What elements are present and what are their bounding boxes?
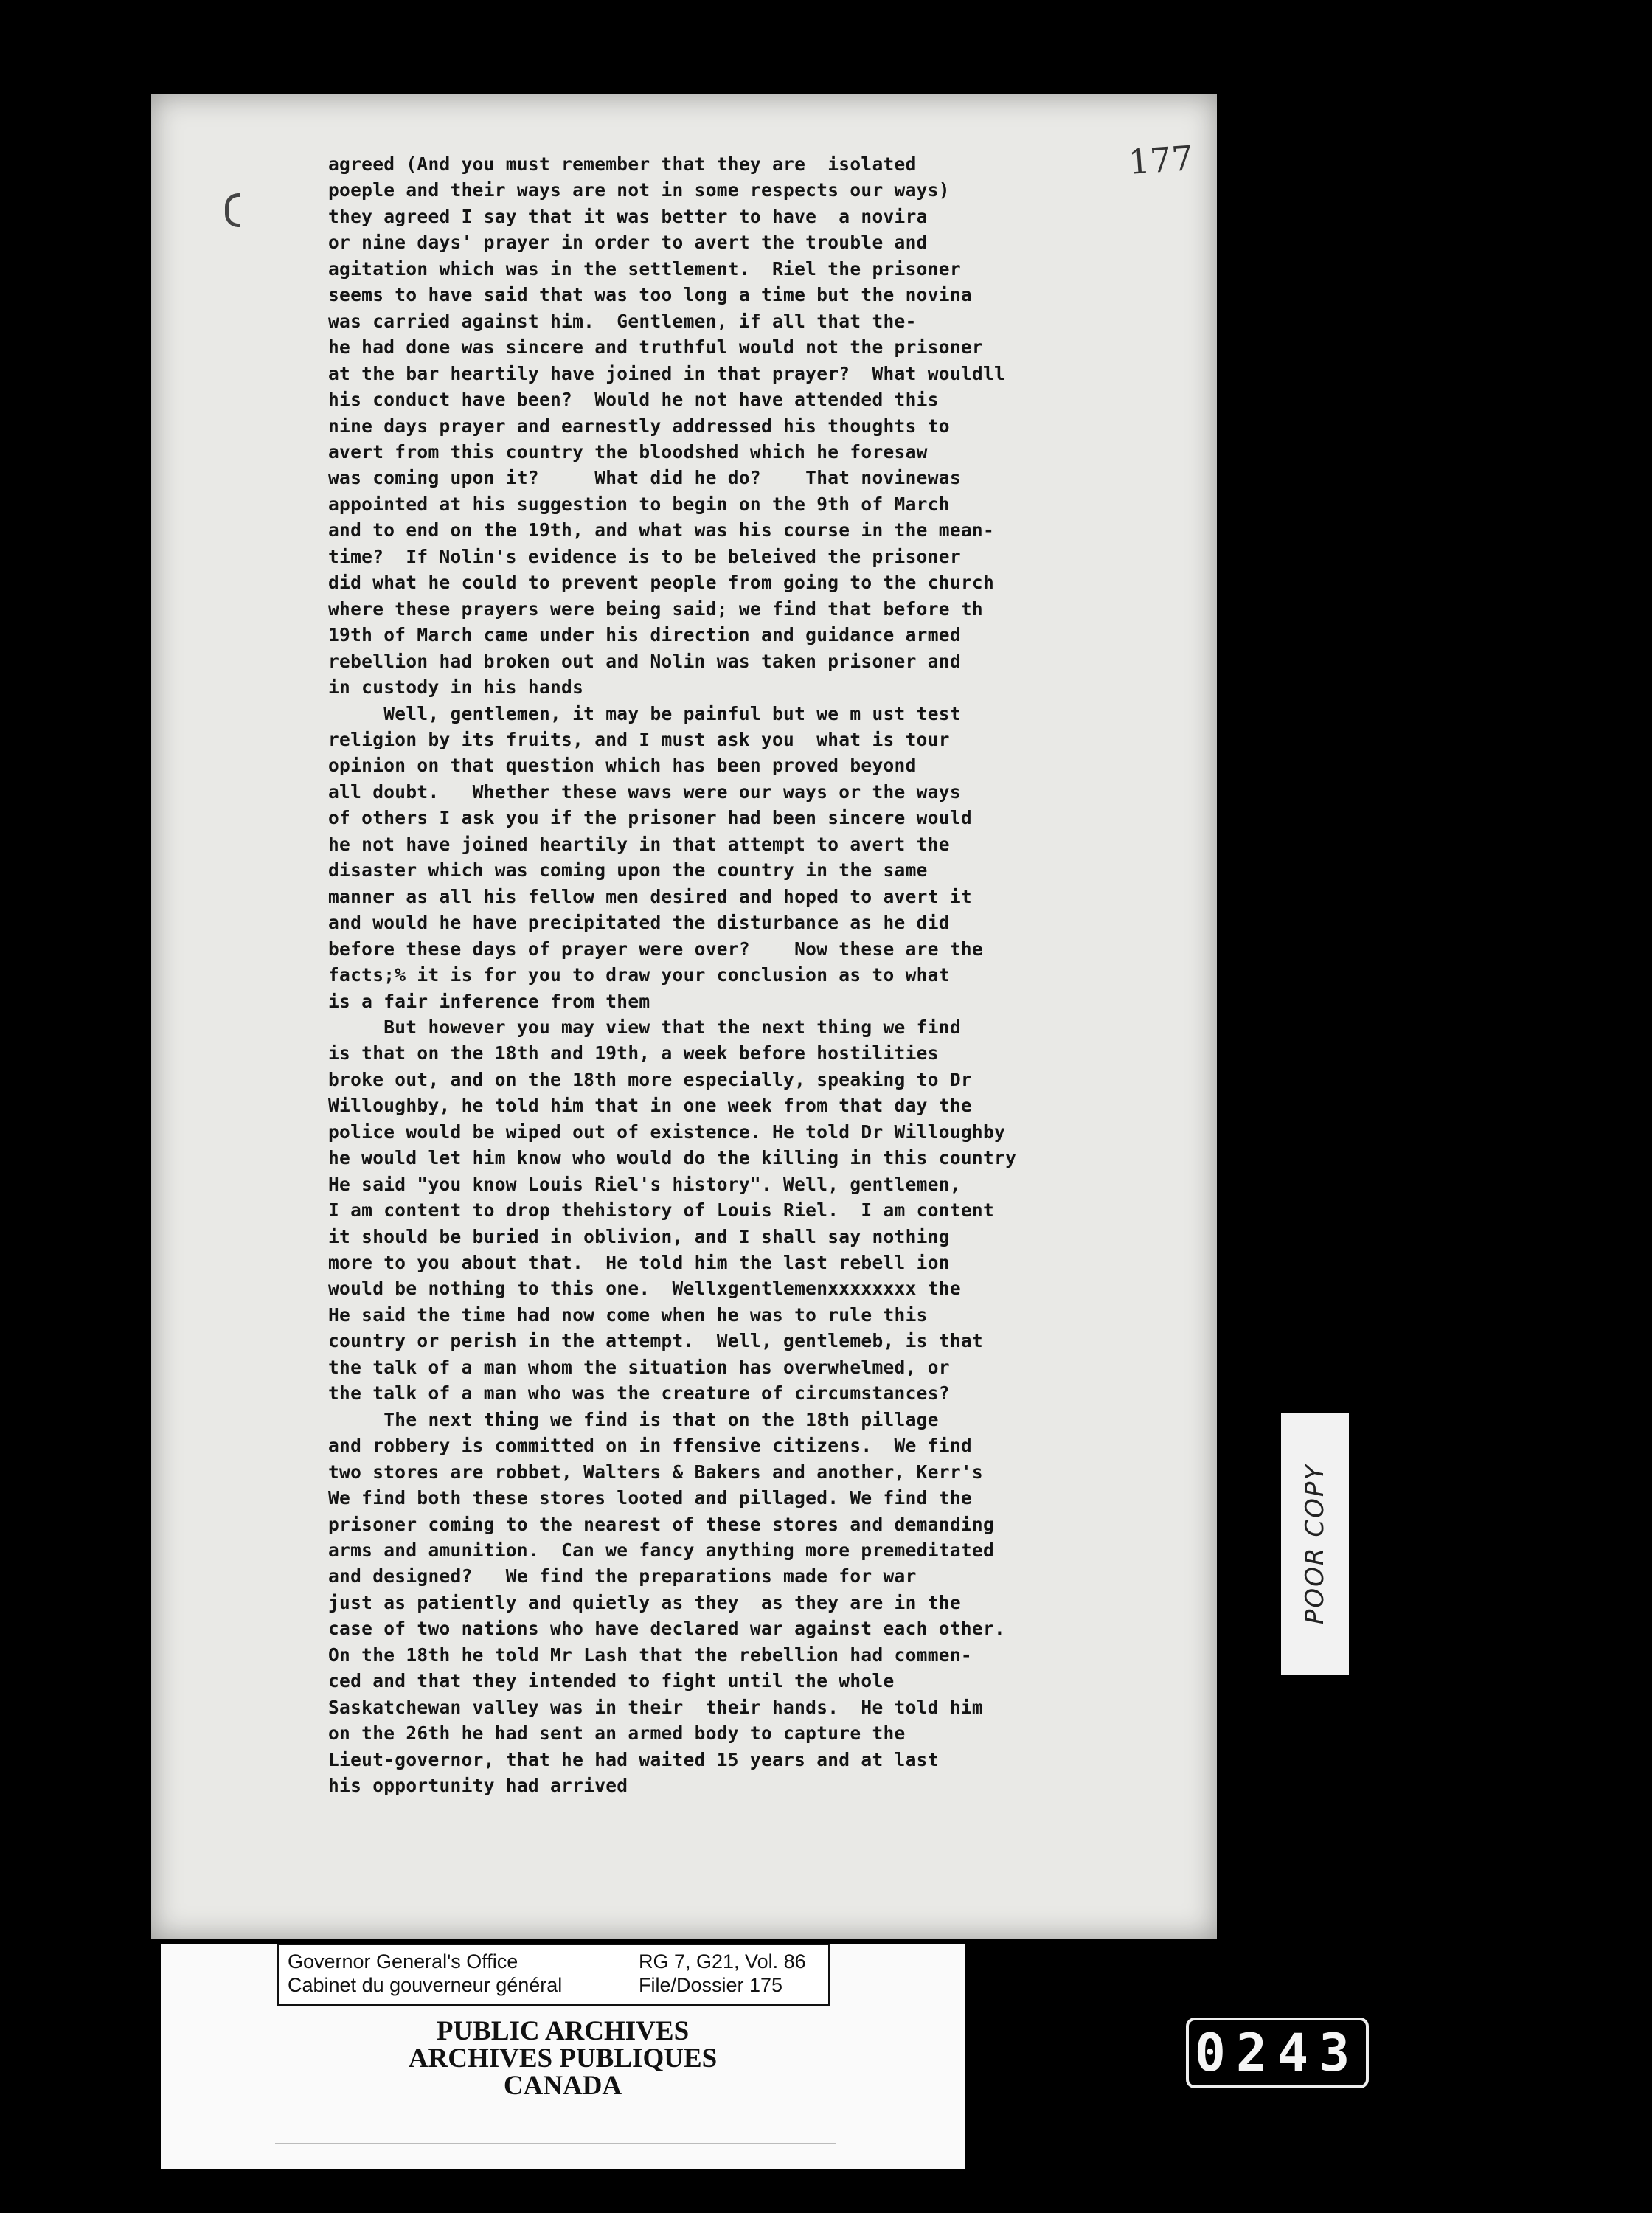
text-line: He said "you know Louis Riel's history". Well, gentlemen, xyxy=(328,1173,961,1195)
text-line: he would let him know who would do the killing in this country xyxy=(328,1147,1017,1169)
text-line: in custody in his hands xyxy=(328,676,584,699)
text-line: He said the time had now come when he was to rule this xyxy=(328,1303,928,1326)
text-line: they agreed I say that it was better to have a novira xyxy=(328,205,928,227)
text-line: is a fair inference from them xyxy=(328,990,650,1012)
text-line: of others I ask you if the prisoner had been sincere would xyxy=(328,807,972,829)
text-line: was coming upon it? What did he do? That novinewas xyxy=(328,467,961,489)
text-line: more to you about that. He told him the last rebell ion xyxy=(328,1252,950,1274)
text-line: Willoughby, he told him that in one week from that day the xyxy=(328,1095,972,1117)
text-line: before these days of prayer were over? Now these are the xyxy=(328,938,983,960)
text-line: the talk of a man who was the creature of circumstances? xyxy=(328,1382,950,1405)
text-line: and to end on the 19th, and what was his course in the mean- xyxy=(328,519,995,541)
archive-card xyxy=(161,1944,965,2169)
record-group: RG 7, G21, Vol. 86 xyxy=(639,1950,806,1973)
file-dossier: File/Dossier 175 xyxy=(639,1974,783,1996)
text-line: nine days prayer and earnestly addressed his thoughts to xyxy=(328,415,950,437)
text-line: But however you may view that the next thing we find xyxy=(328,1016,961,1038)
text-line: is that on the 18th and 19th, a week before hostilities xyxy=(328,1042,939,1064)
text-line: all doubt. Whether these wavs were our ways or the ways xyxy=(328,780,961,803)
text-line: did what he could to prevent people from going to the church xyxy=(328,572,995,594)
page-number: 177 xyxy=(1127,138,1195,182)
card-divider xyxy=(275,2143,836,2144)
text-line: where these prayers were being said; we find that before th xyxy=(328,598,983,620)
text-line: religion by its fruits, and I must ask you what is tour xyxy=(328,728,950,750)
text-line: facts;% it is for you to draw your conclusion as to what xyxy=(328,964,950,986)
text-line: seems to have said that was too long a time but the novina xyxy=(328,284,972,306)
text-line: and robbery is committed on in ffensive citizens. We find xyxy=(328,1435,972,1457)
text-line: time? If Nolin's evidence is to be beleived the prisoner xyxy=(328,545,961,567)
office-en: Governor General's Office xyxy=(288,1950,518,1973)
text-line: or nine days' prayer in order to avert the trouble and xyxy=(328,232,928,254)
frame-number: 0243 xyxy=(1194,2023,1361,2083)
text-line: broke out, and on the 18th more especially, speaking to Dr xyxy=(328,1068,972,1090)
text-line: and would he have precipitated the disturbance as he did xyxy=(328,912,950,934)
archive-office xyxy=(288,1950,562,1997)
text-line: the talk of a man whom the situation has overwhelmed, or xyxy=(328,1356,950,1378)
text-line: disaster which was coming upon the country in the same xyxy=(328,859,928,882)
text-line: Well, gentlemen, it may be painful but we m ust test xyxy=(328,702,961,724)
text-line: The next thing we find is that on the 18th pillage xyxy=(328,1408,939,1430)
archive-label xyxy=(277,1944,830,2006)
archives-stamp xyxy=(161,2018,965,2099)
office-fr: Cabinet du gouverneur général xyxy=(288,1974,563,1996)
text-line: his opportunity had arrived xyxy=(328,1775,628,1797)
text-line: was carried against him. Gentlemen, if all that the- xyxy=(328,310,917,332)
stamp-line: ARCHIVES PUBLIQUES xyxy=(408,2043,718,2074)
text-line: his conduct have been? Would he not have attended this xyxy=(328,389,939,411)
text-line: Saskatchewan valley was in their their hands. He told him xyxy=(328,1696,983,1718)
stamp-line: CANADA xyxy=(503,2071,622,2101)
text-line: arms and amunition. Can we fancy anything more premeditated xyxy=(328,1540,995,1562)
text-line: he had done was sincere and truthful would not the prisoner xyxy=(328,336,983,359)
text-line: prisoner coming to the nearest of these stores and demanding xyxy=(328,1513,995,1535)
text-line: avert from this country the bloodshed which he foresaw xyxy=(328,440,928,463)
frame-counter xyxy=(1186,2018,1369,2088)
text-line: it should be buried in oblivion, and I shall say nothing xyxy=(328,1225,950,1247)
text-line: ced and that they intended to fight until the whole xyxy=(328,1670,895,1692)
text-line: he not have joined heartily in that attempt to avert the xyxy=(328,833,950,855)
text-line: appointed at his suggestion to begin on the 9th of March xyxy=(328,493,950,515)
text-line: country or perish in the attempt. Well, gentlemeb, is that xyxy=(328,1330,983,1352)
text-line: rebellion had broken out and Nolin was taken prisoner and xyxy=(328,650,961,672)
archive-reference xyxy=(639,1950,806,1997)
text-line: police would be wiped out of existence. He told Dr Willoughby xyxy=(328,1121,1006,1143)
text-line: just as patiently and quietly as they as they are in the xyxy=(328,1591,961,1613)
text-line: two stores are robbet, Walters & Bakers and another, Kerr's xyxy=(328,1461,983,1483)
text-line: on the 26th he had sent an armed body to capture the xyxy=(328,1722,906,1745)
text-line: poeple and their ways are not in some respects our ways) xyxy=(328,179,950,201)
poor-copy-label xyxy=(1281,1413,1349,1675)
stamp-line: PUBLIC ARCHIVES xyxy=(436,2016,690,2046)
text-line: and designed? We find the preparations made for war xyxy=(328,1565,917,1587)
text-line: 19th of March came under his direction and guidance armed xyxy=(328,624,961,646)
text-line: at the bar heartily have joined in that prayer? What wouldll xyxy=(328,362,1006,384)
text-line: agitation which was in the settlement. Riel the prisoner xyxy=(328,257,961,280)
text-line: On the 18th he told Mr Lash that the rebellion had commen- xyxy=(328,1644,972,1666)
margin-mark xyxy=(225,193,240,227)
typed-text xyxy=(328,151,1206,1799)
poor-copy-text: POOR COPY xyxy=(1300,1463,1330,1624)
text-line: manner as all his fellow men desired and hoped to avert it xyxy=(328,885,972,907)
text-line: I am content to drop thehistory of Louis Riel. I am content xyxy=(328,1199,995,1222)
text-line: agreed (And you must remember that they are isolated xyxy=(328,153,917,175)
text-line: opinion on that question which has been proved beyond xyxy=(328,755,917,777)
text-line: We find both these stores looted and pillaged. We find the xyxy=(328,1487,972,1509)
text-line: Lieut-governor, that he had waited 15 years and at last xyxy=(328,1748,939,1770)
text-line: case of two nations who have declared war against each other. xyxy=(328,1618,1006,1640)
text-line: would be nothing to this one. Wellxgentlemenxxxxxxxx the xyxy=(328,1278,961,1300)
